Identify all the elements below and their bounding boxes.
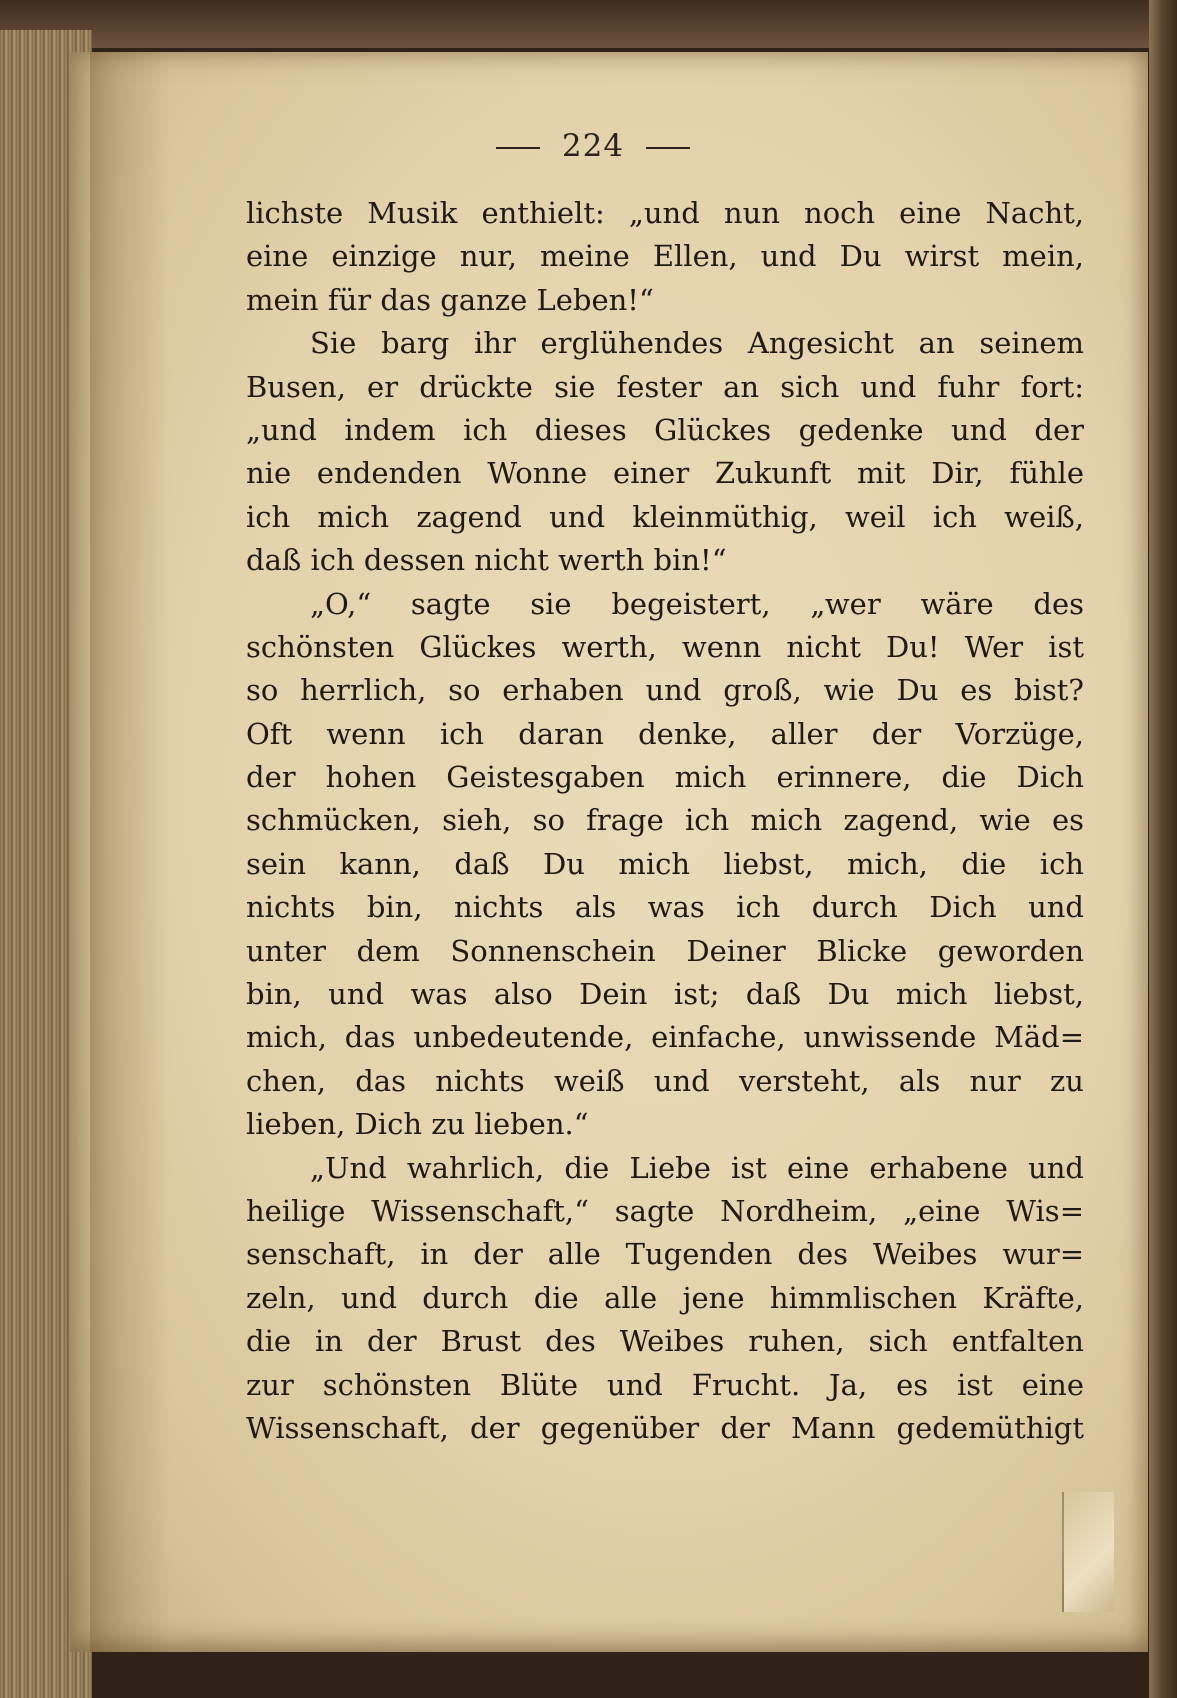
book-page	[70, 52, 1148, 1652]
text-line: „und indem ich dieses Glückes gedenke und der	[246, 412, 1084, 447]
text-line: „Und wahrlich, die Liebe ist eine erhabene und	[310, 1150, 1084, 1185]
text-line: daß ich dessen nicht werth bin!“	[246, 543, 727, 578]
text-line: der hohen Geistesgaben mich erinnere, die Dich	[246, 760, 1084, 795]
text-line: eine einzige nur, meine Ellen, und Du wirst mein,	[246, 239, 1084, 274]
book-cover-right-edge	[1149, 0, 1177, 1698]
book-cover-top-edge	[0, 0, 1177, 48]
text-line: Oft wenn ich daran denke, aller der Vorzüge,	[246, 716, 1084, 751]
text-line: schmücken, sieh, so frage ich mich zagend, wie es	[246, 803, 1084, 838]
header-dash-left	[496, 147, 540, 149]
text-line: mich, das unbedeutende, einfache, unwissende Mäd=	[246, 1020, 1084, 1055]
text-line: sein kann, daß Du mich liebst, mich, die ich	[246, 846, 1084, 881]
text-line: zur schönsten Blüte und Frucht. Ja, es ist eine	[246, 1367, 1084, 1402]
text-line: chen, das nichts weiß und versteht, als nur zu	[246, 1063, 1084, 1098]
text-line: Busen, er drückte sie fester an sich und fuhr fort:	[246, 369, 1084, 404]
body-text	[246, 192, 1084, 1450]
text-line: unter dem Sonnenschein Deiner Blicke geworden	[246, 933, 1084, 968]
text-line: schönsten Glückes werth, wenn nicht Du! Wer ist	[246, 629, 1084, 664]
text-line: mein für das ganze Leben!“	[246, 282, 654, 317]
text-line: Wissenschaft, der gegenüber der Mann gedemüthigt	[246, 1410, 1084, 1445]
text-line: heilige Wissenschaft,“ sagte Nordheim, „eine Wis=	[246, 1193, 1084, 1228]
text-line: ich mich zagend und kleinmüthig, weil ich weiß,	[246, 499, 1084, 534]
text-line: zeln, und durch die alle jene himmlischen Kräfte,	[246, 1280, 1084, 1315]
gutter-shadow	[90, 52, 170, 1652]
text-line: lichste Musik enthielt: „und nun noch eine Nacht,	[246, 196, 1084, 230]
text-line: Sie barg ihr erglühendes Angesicht an seinem	[310, 326, 1084, 361]
text-line: „O,“ sagte sie begeistert, „wer wäre des	[310, 586, 1084, 621]
text-line: nichts bin, nichts als was ich durch Dich und	[246, 890, 1084, 925]
text-line: bin, und was also Dein ist; daß Du mich liebst,	[246, 977, 1084, 1012]
text-line: lieben, Dich zu lieben.“	[246, 1107, 589, 1142]
page-number-header	[54, 128, 1132, 164]
text-line: so herrlich, so erhaben und groß, wie Du es bist?	[246, 673, 1084, 708]
page-number: 224	[561, 128, 625, 164]
header-dash-right	[646, 147, 690, 149]
worn-page-corner	[1062, 1492, 1114, 1612]
text-line: senschaft, in der alle Tugenden des Weibes wur=	[246, 1237, 1084, 1272]
text-line: die in der Brust des Weibes ruhen, sich entfalten	[246, 1324, 1084, 1359]
text-line: nie endenden Wonne einer Zukunft mit Dir, fühle	[246, 456, 1084, 491]
